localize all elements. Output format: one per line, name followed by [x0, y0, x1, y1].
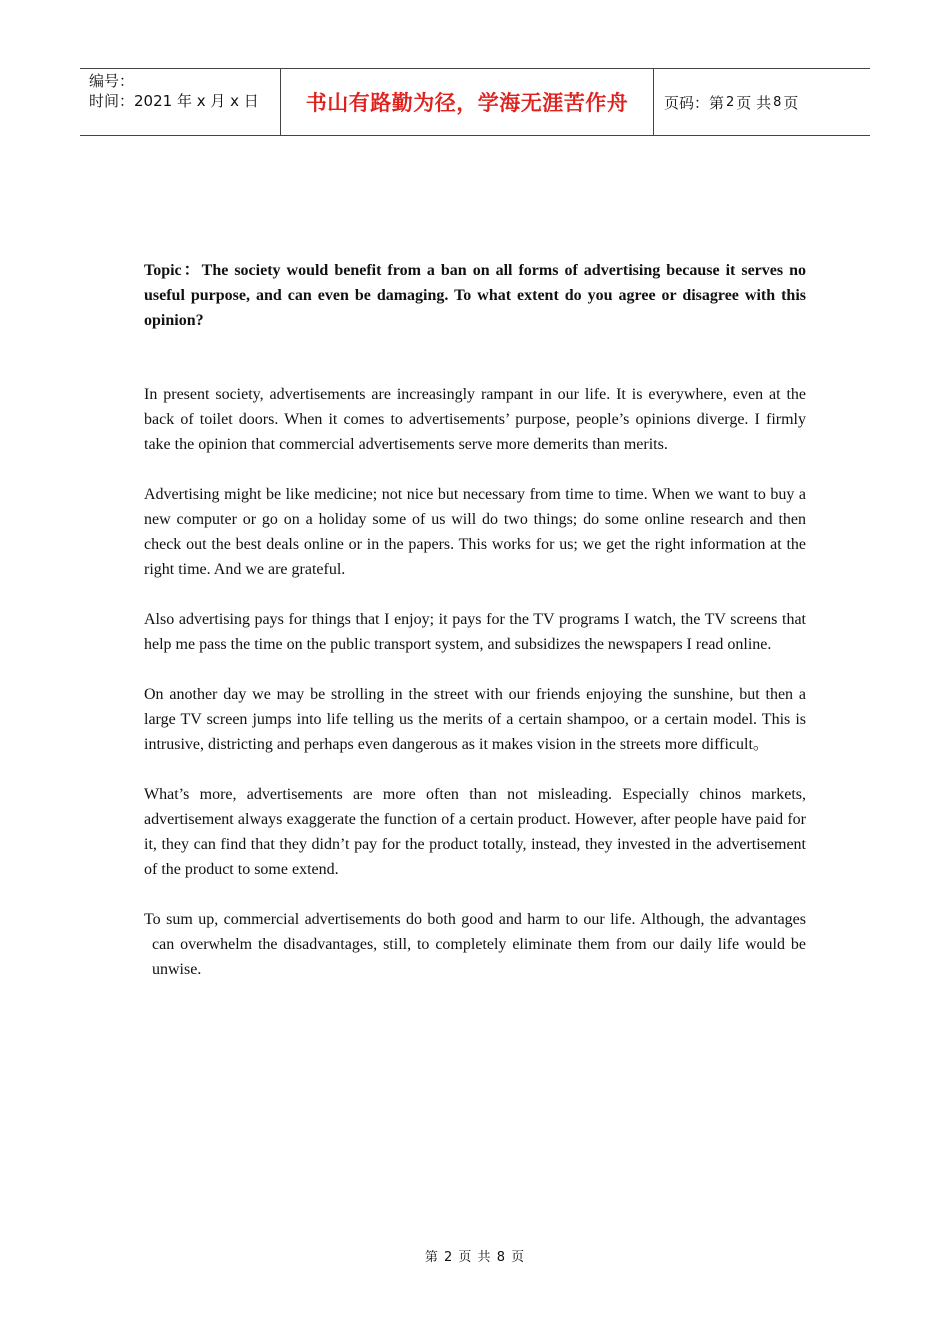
header-page-suffix: 页 — [783, 93, 799, 112]
document-number-label: 编号： — [89, 72, 135, 90]
page-footer — [0, 1246, 950, 1265]
paragraph-medicine: Advertising might be like medicine; not nice but necessary from time to time. When we want to buy a new computer or go on a holiday some of us will do two things; do some online research and then check out the best deals online or in the papers. This works for us; we get the right information at the right time. And we are grateful. — [144, 486, 806, 578]
document-time-label: 时间：2021 年 x 月 x 日 — [89, 92, 259, 110]
header-page-total: 8 — [773, 94, 782, 110]
footer-page-number: 第 2 页 共 8 页 — [424, 1250, 526, 1265]
paragraph-conclusion: To sum up, commercial advertisements do both good and harm to our life. Although, the advantages can overwhelm the disadvantages, still, to completely eliminate them from our daily life would be unwise. — [144, 911, 806, 978]
essay-topic: Topic：The society would benefit from a ban on all forms of advertising because it serves no useful purpose, and can even be damaging. To what extent do you agree or disagree with this opinion? — [144, 262, 806, 329]
header-page-prefix: 页码：第 — [664, 93, 725, 112]
header-motto-cell — [281, 69, 654, 135]
article-body — [144, 258, 806, 982]
page-header — [80, 68, 870, 136]
header-motto: 书山有路勤为径，学海无涯苦作舟 — [305, 91, 629, 115]
header-info-cell — [80, 69, 281, 135]
paragraph-intro: In present society, advertisements are increasingly rampant in our life. It is everywhere, even at the back of toilet doors. When it comes to advertisements’ purpose, people’s opinions diverge. I firmly take the opinion that commercial advertisements serve more demerits than merits. — [144, 386, 806, 453]
paragraph-intrusive: On another day we may be strolling in the street with our friends enjoying the sunshine, but then a large TV screen jumps into life telling us the merits of a certain shampoo, or a certain model. This is intrusive, districting and perhaps even dangerous as it makes vision in the streets more difficult。 — [144, 686, 806, 753]
header-page-current: 2 — [726, 94, 735, 110]
header-page-cell — [654, 69, 870, 135]
paragraph-pays-for: Also advertising pays for things that I enjoy; it pays for the TV programs I watch, the TV screens that help me pass the time on the public transport system, and subsidizes the newspapers I read online. — [144, 611, 806, 653]
header-page-middle: 页 共 — [736, 93, 772, 112]
paragraph-misleading: What’s more, advertisements are more often than not misleading. Especially chinos markets, advertisement always exaggerate the function of a certain product. However, after people have paid for it, they can find that they didn’t pay for the product totally, instead, they invested in the advertisement of the product to some extend. — [144, 786, 806, 878]
